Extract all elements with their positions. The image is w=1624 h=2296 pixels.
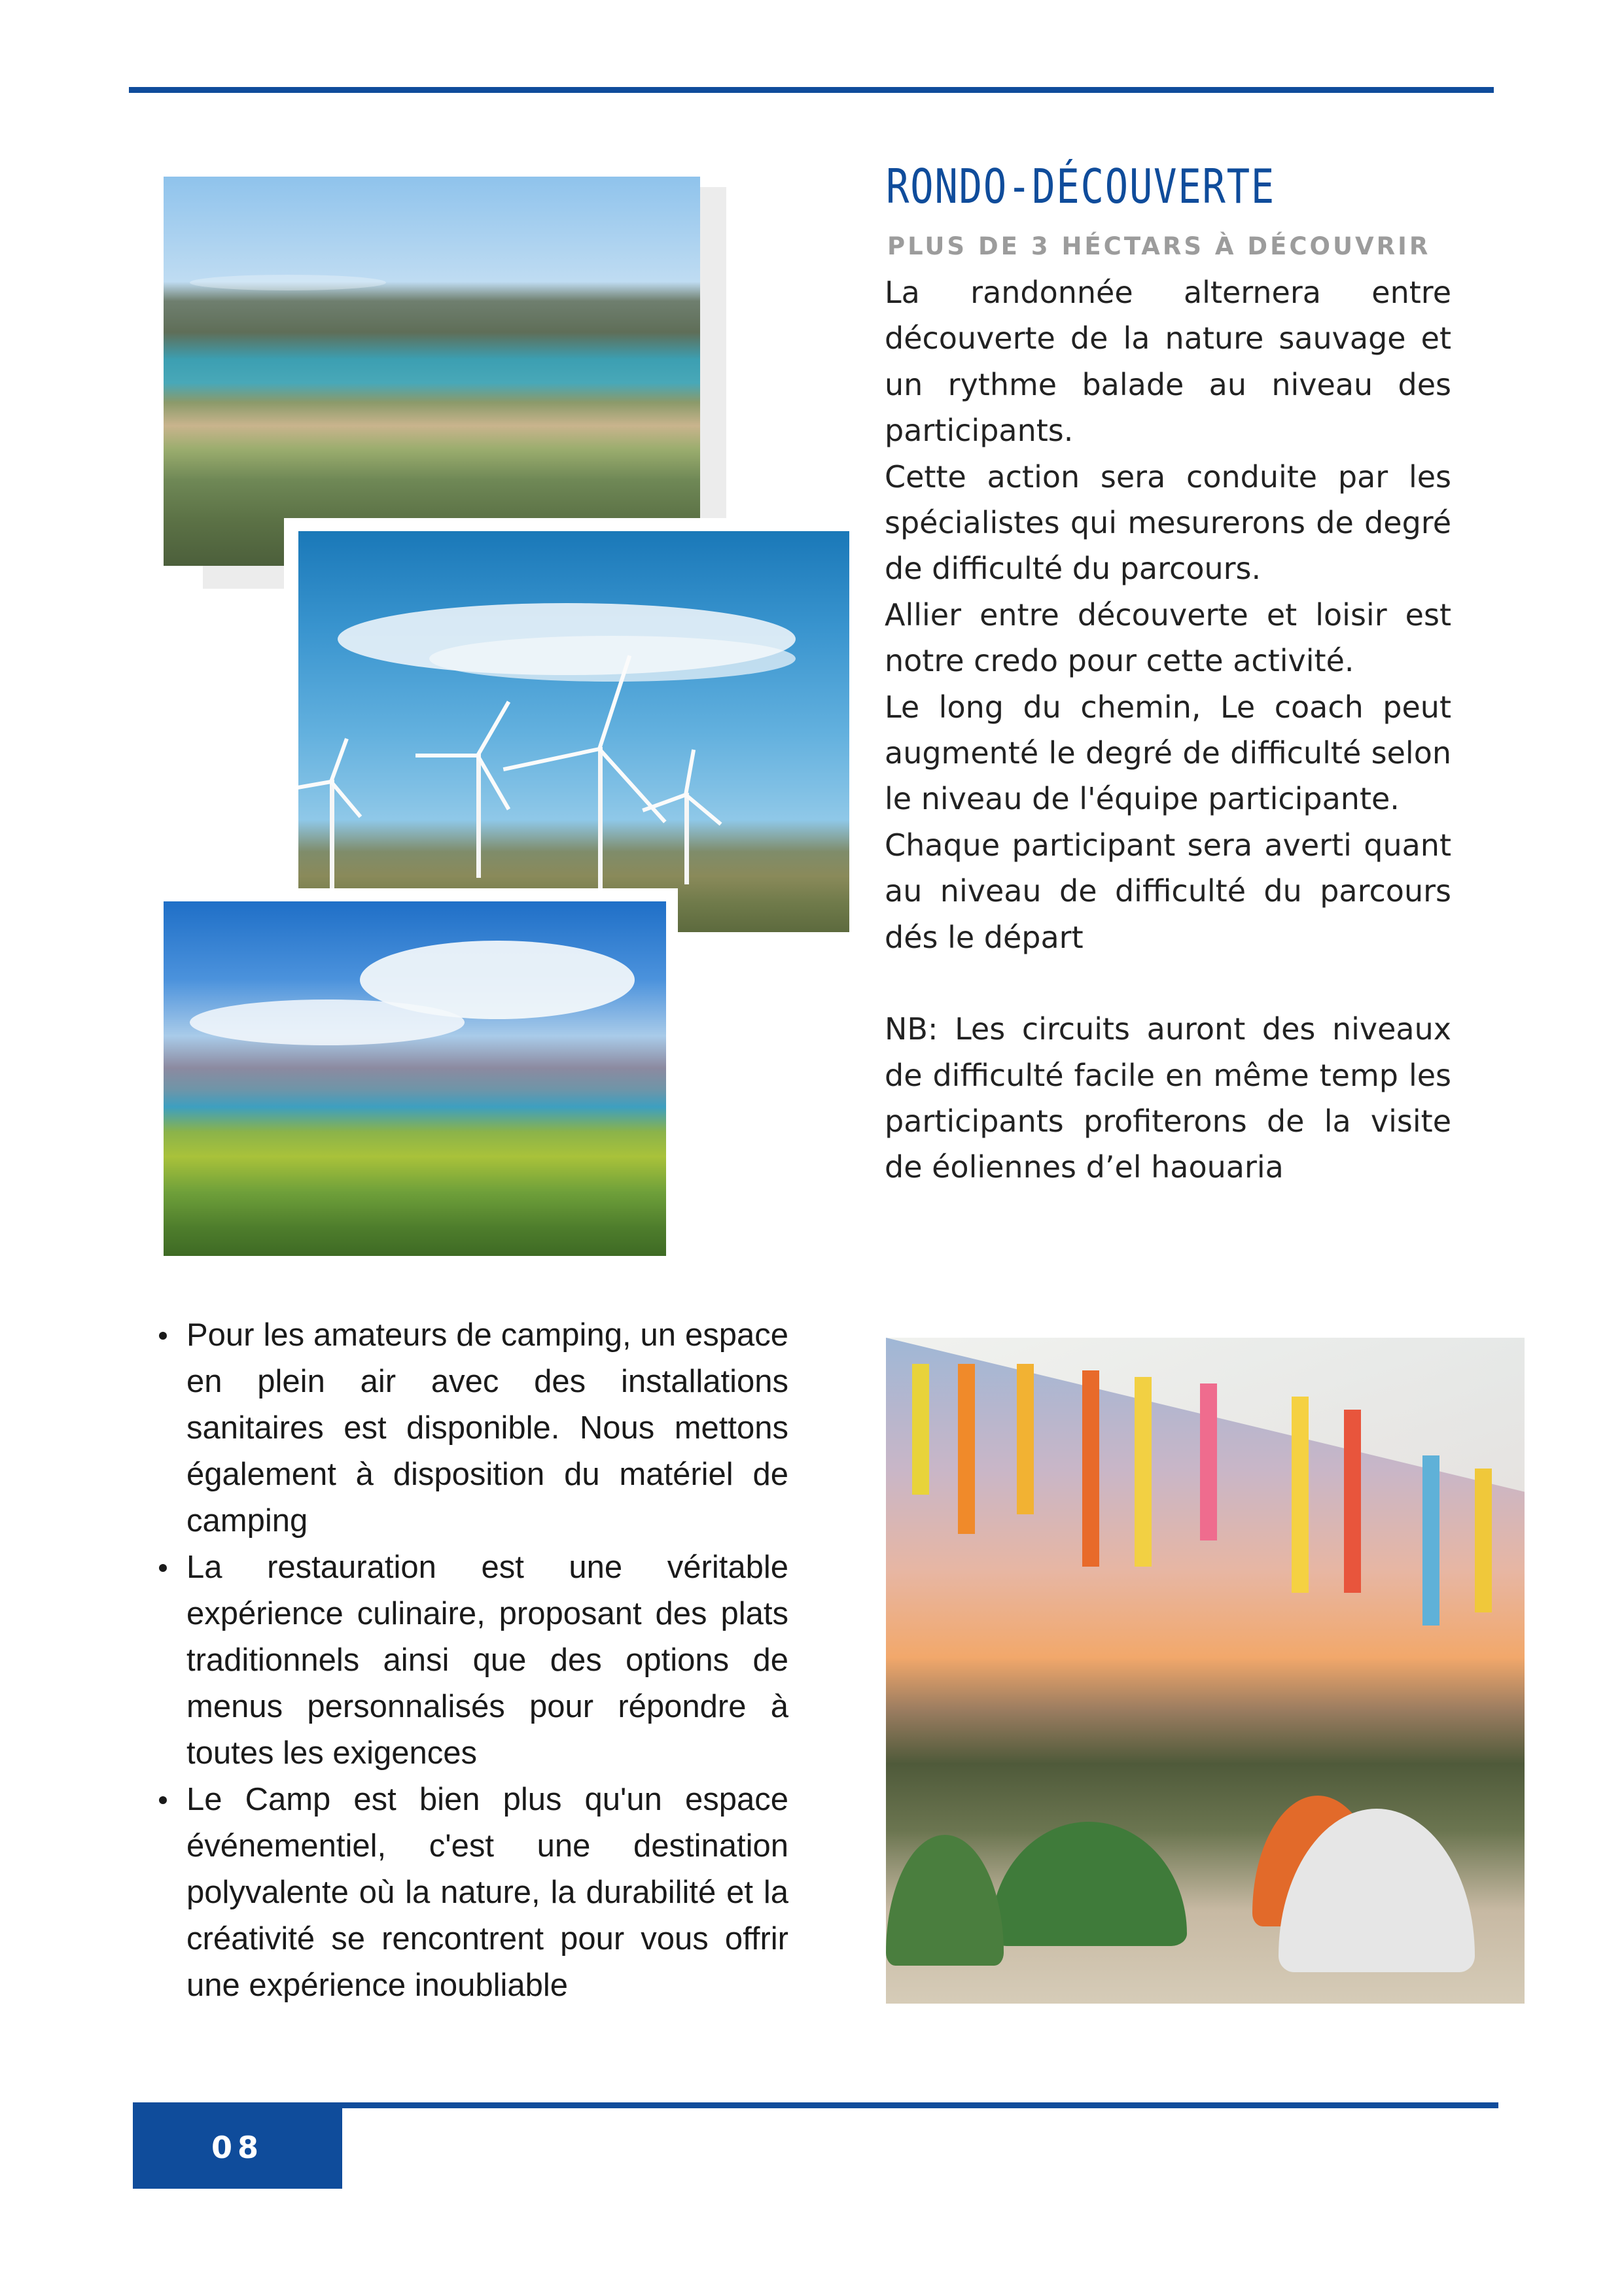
- body-paragraph: Le long du chemin, Le coach peut augmenté le degré de difficulté selon le niveau de l'équipe participante.: [885, 689, 1451, 817]
- page-number: 08: [133, 2106, 342, 2189]
- section-body: [885, 270, 1451, 1191]
- list-item-text: La restauration est une véritable expérience culinaire, proposant des plats traditionnels ainsi que des options de menus personnalisés pour répondre à toutes les exigences: [186, 1550, 788, 1771]
- lake-landscape-photo: [164, 177, 700, 566]
- list-item-text: Pour les amateurs de camping, un espace en plein air avec des installations sanitaires est disponible. Nous mettons également à disposition du matériel de camping: [186, 1317, 788, 1539]
- list-item-text: Le Camp est bien plus qu'un espace événementiel, c'est une destination polyvalente où la nature, la durabilité et la créativité se rencontrent pour vous offrir une expérience inoubliable: [186, 1782, 788, 2003]
- section-title: RONDO-DÉCOUVERTE: [886, 159, 1275, 214]
- top-rule: [129, 87, 1494, 93]
- bullet-icon: [159, 1564, 167, 1572]
- section-subtitle: PLUS DE 3 HÉCTARS À DÉCOUVRIR: [887, 232, 1431, 260]
- feature-list: [152, 1312, 788, 2009]
- bullet-icon: [159, 1332, 167, 1340]
- list-item: [152, 1312, 788, 1544]
- green-hills-photo: [164, 901, 666, 1256]
- campsite-photo: [886, 1338, 1525, 2004]
- body-paragraph: Chaque participant sera averti quant au niveau de difficulté du parcours dés le départ: [885, 827, 1451, 955]
- list-item: [152, 1777, 788, 2009]
- body-paragraph: Allier entre découverte et loisir est notre credo pour cette activité.: [885, 597, 1451, 679]
- body-paragraph: La randonnée alternera entre découverte de la nature sauvage et un rythme balade au niveau des participants.: [885, 275, 1451, 449]
- body-paragraph: Cette action sera conduite par les spécialistes qui mesurerons de degré de difficulté du parcours.: [885, 459, 1451, 587]
- bullet-icon: [159, 1796, 167, 1804]
- note-paragraph: NB: Les circuits auront des niveaux de difficulté facile en même temp les participants profiterons de la visite de éoliennes d’el haouaria: [885, 1011, 1451, 1185]
- wind-turbines-photo: [298, 531, 849, 932]
- list-item: [152, 1544, 788, 1777]
